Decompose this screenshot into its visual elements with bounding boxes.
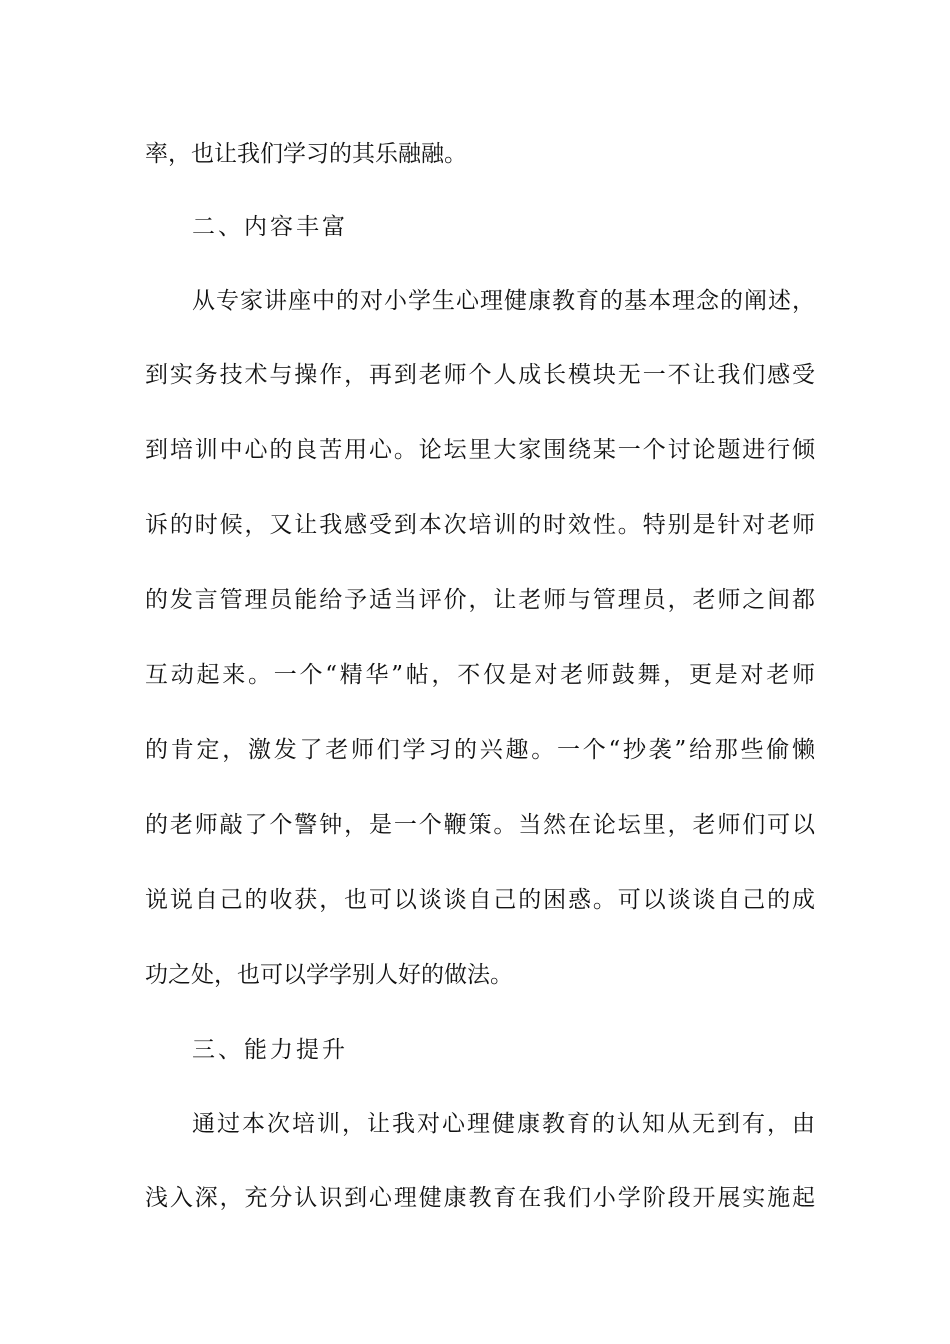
paragraph-line-4: 到实务技术与操作，再到老师个人成长模块无一不让我们感受 bbox=[145, 362, 815, 388]
paragraph-line-10: 的老师敲了个警钟，是一个鞭策。当然在论坛里，老师们可以 bbox=[145, 812, 815, 838]
paragraph-line-8: 互动起来。一个“精华”帖，不仅是对老师鼓舞，更是对老师 bbox=[145, 662, 815, 688]
paragraph-line-7: 的发言管理员能给予适当评价，让老师与管理员，老师之间都 bbox=[145, 587, 815, 613]
paragraph-line-14: 通过本次培训，让我对心理健康教育的认知从无到有，由 bbox=[192, 1111, 815, 1137]
paragraph-line-5: 到培训中心的良苦用心。论坛里大家围绕某一个讨论题进行倾 bbox=[145, 437, 815, 463]
section-heading-content-rich: 二、内容丰富 bbox=[192, 214, 348, 240]
paragraph-line-11: 说说自己的收获，也可以谈谈自己的困惑。可以谈谈自己的成 bbox=[145, 887, 815, 913]
paragraph-line-3: 从专家讲座中的对小学生心理健康教育的基本理念的阐述， bbox=[192, 288, 815, 314]
paragraph-line-9: 的肯定，激发了老师们学习的兴趣。一个“抄袭”给那些偷懒 bbox=[145, 737, 815, 763]
paragraph-line-6: 诉的时候，又让我感受到本次培训的时效性。特别是针对老师 bbox=[145, 512, 815, 538]
paragraph-line-15: 浅入深，充分认识到心理健康教育在我们小学阶段开展实施起 bbox=[145, 1185, 815, 1211]
paragraph-line-12: 功之处，也可以学学别人好的做法。 bbox=[145, 962, 513, 988]
section-heading-ability-improve: 三、能力提升 bbox=[192, 1037, 348, 1063]
paragraph-line-1: 率，也让我们学习的其乐融融。 bbox=[145, 141, 467, 167]
